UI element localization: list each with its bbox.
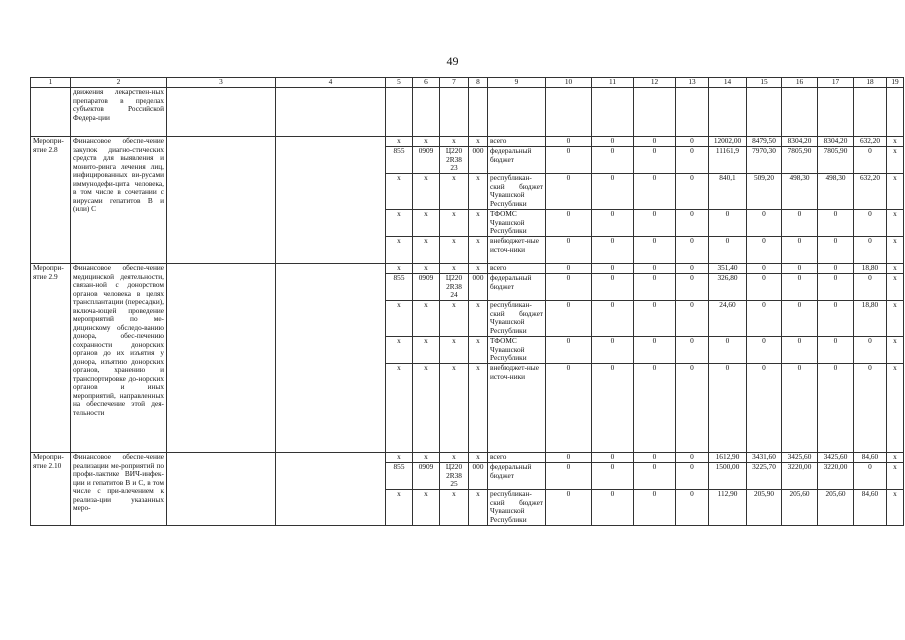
amount-c10: 0 (546, 147, 592, 174)
cell-c7: Ц220 2R38 25 (440, 463, 469, 490)
amount-c17: 498,30 (818, 174, 854, 210)
amount-c11: 0 (592, 337, 634, 364)
funding-source: внебюджет-ные источ-ники (488, 237, 546, 264)
amount-c12: 0 (634, 337, 676, 364)
column-number: 9 (488, 78, 546, 88)
cell-c5: 855 (386, 274, 413, 301)
cell-c5: х (386, 364, 413, 453)
cell-c8: 000 (469, 463, 488, 490)
funding-source: ТФОМС Чувашской Республики (488, 337, 546, 364)
column-number: 7 (440, 78, 469, 88)
amount-c12: 0 (634, 147, 676, 174)
amount-c19: х (887, 337, 904, 364)
amount-c11: 0 (592, 210, 634, 237)
cell-c7: х (440, 337, 469, 364)
column-number: 16 (782, 78, 818, 88)
amount-c15: 0 (747, 237, 782, 264)
funding-source: республикан-ский бюджет Чувашской Республики (488, 301, 546, 337)
amount-c16: 0 (782, 237, 818, 264)
cell-c6: х (413, 453, 440, 463)
amount-c19: х (887, 364, 904, 453)
amount-c13: 0 (676, 463, 709, 490)
column-number: 18 (854, 78, 887, 88)
amount-c10: 0 (546, 274, 592, 301)
cell-c5: х (386, 137, 413, 147)
cell-c8: х (469, 137, 488, 147)
amount-c18: 0 (854, 463, 887, 490)
measure-code: Меропри-ятие 2.10 (31, 453, 71, 526)
amount-c18: 632,20 (854, 137, 887, 147)
cell-c8: 000 (469, 147, 488, 174)
amount-c13: 0 (676, 490, 709, 526)
amount-c19: х (887, 237, 904, 264)
empty-cell (276, 264, 386, 453)
cell-c7: х (440, 301, 469, 337)
cell-c8: х (469, 453, 488, 463)
amount-c10: 0 (546, 264, 592, 274)
amount-c10: 0 (546, 463, 592, 490)
continuation-row (31, 88, 904, 137)
cell-c5: х (386, 174, 413, 210)
budget-row (31, 264, 904, 274)
amount-c19: х (887, 453, 904, 463)
cell-c5: х (386, 453, 413, 463)
funding-source: федеральный бюджет (488, 463, 546, 490)
column-number: 2 (71, 78, 167, 88)
amount-c15: 0 (747, 274, 782, 301)
amount-c18: 0 (854, 147, 887, 174)
cell-c8: х (469, 301, 488, 337)
cell-c7: х (440, 364, 469, 453)
amount-c12: 0 (634, 264, 676, 274)
amount-c14: 1612,90 (709, 453, 747, 463)
cell-c8: 000 (469, 274, 488, 301)
amount-c13: 0 (676, 301, 709, 337)
page-number: 49 (446, 54, 459, 68)
cell-c6: х (413, 237, 440, 264)
amount-c11: 0 (592, 237, 634, 264)
amount-c17: 3425,60 (818, 453, 854, 463)
amount-c19: х (887, 137, 904, 147)
funding-source: республикан-ский бюджет Чувашской Республики (488, 490, 546, 526)
column-number: 3 (167, 78, 276, 88)
cell-c8: х (469, 210, 488, 237)
cell-c6: х (413, 264, 440, 274)
amount-c12: 0 (634, 174, 676, 210)
amount-c16: 0 (782, 301, 818, 337)
amount-c19: х (887, 301, 904, 337)
amount-c11: 0 (592, 264, 634, 274)
amount-c12: 0 (634, 301, 676, 337)
amount-c14: 0 (709, 364, 747, 453)
amount-c13: 0 (676, 137, 709, 147)
amount-c16: 7805,90 (782, 147, 818, 174)
cell-c8: х (469, 264, 488, 274)
amount-c17: 0 (818, 264, 854, 274)
cell-c7: х (440, 137, 469, 147)
cell-c5: х (386, 237, 413, 264)
cell-c7: х (440, 490, 469, 526)
amount-c11: 0 (592, 490, 634, 526)
amount-c17: 205,60 (818, 490, 854, 526)
cell-c6: 0909 (413, 463, 440, 490)
measure-code: Меропри-ятие 2.8 (31, 137, 71, 264)
amount-c17: 0 (818, 210, 854, 237)
amount-c12: 0 (634, 453, 676, 463)
cell-c7: х (440, 453, 469, 463)
amount-c17: 0 (818, 364, 854, 453)
budget-row (31, 137, 904, 147)
amount-c11: 0 (592, 463, 634, 490)
amount-c15: 0 (747, 337, 782, 364)
amount-c18: 0 (854, 274, 887, 301)
cell-c8: х (469, 490, 488, 526)
amount-c15: 3225,70 (747, 463, 782, 490)
amount-c18: 0 (854, 337, 887, 364)
amount-c18: 18,80 (854, 264, 887, 274)
funding-source: всего (488, 264, 546, 274)
amount-c13: 0 (676, 210, 709, 237)
funding-source: федеральный бюджет (488, 274, 546, 301)
cell-c5: х (386, 210, 413, 237)
cell-c8: х (469, 174, 488, 210)
amount-c13: 0 (676, 453, 709, 463)
column-number: 10 (546, 78, 592, 88)
amount-c18: 18,80 (854, 301, 887, 337)
measure-name: Финансовое обеспе-чение медицинской деятельности, связан-ной с донорством органов человека в целях трансплантации (пересадки), включа-ющей проведение мероприятий по ме-дицинскому обследо-ванию донора, обес-печению сохранности донорских органов до их изъятия у донора, изъятию донорских органов, хранению и транспортировке до-норских органов и иных мероприятий, направленных на обеспечение этой дея-тельности (71, 264, 167, 453)
amount-c19: х (887, 463, 904, 490)
cell-c7: Ц220 2R38 23 (440, 147, 469, 174)
column-number: 14 (709, 78, 747, 88)
amount-c17: 7805,90 (818, 147, 854, 174)
column-number: 15 (747, 78, 782, 88)
empty-cell (167, 264, 276, 453)
amount-c10: 0 (546, 174, 592, 210)
amount-c10: 0 (546, 337, 592, 364)
funding-source: федеральный бюджет (488, 147, 546, 174)
amount-c13: 0 (676, 364, 709, 453)
amount-c16: 205,60 (782, 490, 818, 526)
amount-c13: 0 (676, 337, 709, 364)
amount-c19: х (887, 174, 904, 210)
amount-c15: 3431,60 (747, 453, 782, 463)
amount-c17: 0 (818, 301, 854, 337)
cell-c5: х (386, 490, 413, 526)
column-number: 13 (676, 78, 709, 88)
amount-c17: 8304,20 (818, 137, 854, 147)
column-number: 6 (413, 78, 440, 88)
amount-c16: 0 (782, 274, 818, 301)
amount-c14: 0 (709, 210, 747, 237)
funding-source: внебюджет-ные источ-ники (488, 364, 546, 453)
amount-c14: 12002,00 (709, 137, 747, 147)
amount-c17: 0 (818, 274, 854, 301)
amount-c13: 0 (676, 147, 709, 174)
amount-c16: 0 (782, 364, 818, 453)
amount-c12: 0 (634, 137, 676, 147)
column-number: 11 (592, 78, 634, 88)
funding-source: всего (488, 453, 546, 463)
amount-c19: х (887, 274, 904, 301)
amount-c11: 0 (592, 301, 634, 337)
cell-c6: х (413, 364, 440, 453)
cell-c8: х (469, 364, 488, 453)
cell-c6: 0909 (413, 274, 440, 301)
amount-c13: 0 (676, 274, 709, 301)
amount-c17: 0 (818, 337, 854, 364)
empty-cell (276, 137, 386, 264)
amount-c17: 0 (818, 237, 854, 264)
column-number: 1 (31, 78, 71, 88)
amount-c12: 0 (634, 274, 676, 301)
amount-c15: 0 (747, 301, 782, 337)
cell-c8: х (469, 337, 488, 364)
funding-source: республикан-ский бюджет Чувашской Республики (488, 174, 546, 210)
amount-c10: 0 (546, 453, 592, 463)
amount-c14: 1500,00 (709, 463, 747, 490)
amount-c16: 3425,60 (782, 453, 818, 463)
amount-c13: 0 (676, 264, 709, 274)
amount-c18: 84,60 (854, 490, 887, 526)
cell-c7: х (440, 264, 469, 274)
amount-c15: 7970,30 (747, 147, 782, 174)
cell-c7: Ц220 2R38 24 (440, 274, 469, 301)
amount-c16: 3220,00 (782, 463, 818, 490)
amount-c14: 11161,9 (709, 147, 747, 174)
amount-c18: 0 (854, 237, 887, 264)
amount-c19: х (887, 147, 904, 174)
amount-c17: 3220,00 (818, 463, 854, 490)
amount-c16: 498,30 (782, 174, 818, 210)
amount-c10: 0 (546, 237, 592, 264)
amount-c12: 0 (634, 490, 676, 526)
amount-c18: 632,20 (854, 174, 887, 210)
amount-c18: 84,60 (854, 453, 887, 463)
amount-c14: 0 (709, 337, 747, 364)
amount-c15: 0 (747, 364, 782, 453)
cell-c6: х (413, 337, 440, 364)
cell-c5: х (386, 264, 413, 274)
cell-c8: х (469, 237, 488, 264)
cell-c7: х (440, 210, 469, 237)
amount-c11: 0 (592, 147, 634, 174)
empty-cell (167, 453, 276, 526)
amount-c14: 24,60 (709, 301, 747, 337)
budget-table (30, 77, 904, 526)
amount-c10: 0 (546, 301, 592, 337)
empty-cell (276, 453, 386, 526)
cell-c6: х (413, 210, 440, 237)
amount-c12: 0 (634, 463, 676, 490)
amount-c10: 0 (546, 137, 592, 147)
amount-c10: 0 (546, 210, 592, 237)
amount-c14: 0 (709, 237, 747, 264)
amount-c15: 0 (747, 264, 782, 274)
amount-c19: х (887, 210, 904, 237)
column-number: 4 (276, 78, 386, 88)
column-number-row (31, 78, 904, 88)
amount-c14: 326,80 (709, 274, 747, 301)
amount-c12: 0 (634, 237, 676, 264)
measure-name: Финансовое обеспе-чение закупок диагно-стических средств для выявления и монито-ринга лечения лиц, инфицированных ви-русами иммунодефи-цита человека, в том числе в сочетании с вирусами гепатитов В и (или) С (71, 137, 167, 264)
amount-c14: 112,90 (709, 490, 747, 526)
measure-name: Финансовое обеспе-чение реализации ме-роприятий по профи-лактике ВИЧ-инфек-ции и гепатитов В и С, в том числе с при-влечением к реализа-ции указанных меро- (71, 453, 167, 526)
amount-c12: 0 (634, 210, 676, 237)
amount-c15: 0 (747, 210, 782, 237)
amount-c11: 0 (592, 274, 634, 301)
column-number: 5 (386, 78, 413, 88)
amount-c18: 0 (854, 364, 887, 453)
amount-c14: 840,1 (709, 174, 747, 210)
cell-c6: х (413, 301, 440, 337)
funding-source: всего (488, 137, 546, 147)
amount-c10: 0 (546, 490, 592, 526)
amount-c19: х (887, 264, 904, 274)
cell-c5: х (386, 337, 413, 364)
empty-cell (167, 137, 276, 264)
column-number: 17 (818, 78, 854, 88)
cell-c6: х (413, 174, 440, 210)
amount-c16: 0 (782, 264, 818, 274)
cell-c6: х (413, 137, 440, 147)
column-number: 8 (469, 78, 488, 88)
amount-c12: 0 (634, 364, 676, 453)
amount-c16: 0 (782, 210, 818, 237)
amount-c16: 0 (782, 337, 818, 364)
continuation-text: движения лекарствен-ных препаратов в пределах субъектов Российской Федера-ции (71, 88, 167, 137)
amount-c15: 8479,50 (747, 137, 782, 147)
cell-c7: х (440, 174, 469, 210)
cell-c6: х (413, 490, 440, 526)
funding-source: ТФОМС Чувашской Республики (488, 210, 546, 237)
cell-c5: 855 (386, 463, 413, 490)
amount-c13: 0 (676, 174, 709, 210)
amount-c14: 351,40 (709, 264, 747, 274)
cell-c7: х (440, 237, 469, 264)
amount-c13: 0 (676, 237, 709, 264)
column-number: 12 (634, 78, 676, 88)
cell-c5: 855 (386, 147, 413, 174)
amount-c16: 8304,20 (782, 137, 818, 147)
amount-c10: 0 (546, 364, 592, 453)
cell-c6: 0909 (413, 147, 440, 174)
cell-c5: х (386, 301, 413, 337)
amount-c15: 509,20 (747, 174, 782, 210)
measure-code: Меропри-ятие 2.9 (31, 264, 71, 453)
amount-c18: 0 (854, 210, 887, 237)
column-number: 19 (887, 78, 904, 88)
amount-c11: 0 (592, 137, 634, 147)
amount-c11: 0 (592, 364, 634, 453)
budget-row (31, 453, 904, 463)
amount-c15: 205,90 (747, 490, 782, 526)
amount-c11: 0 (592, 453, 634, 463)
amount-c19: х (887, 490, 904, 526)
amount-c11: 0 (592, 174, 634, 210)
